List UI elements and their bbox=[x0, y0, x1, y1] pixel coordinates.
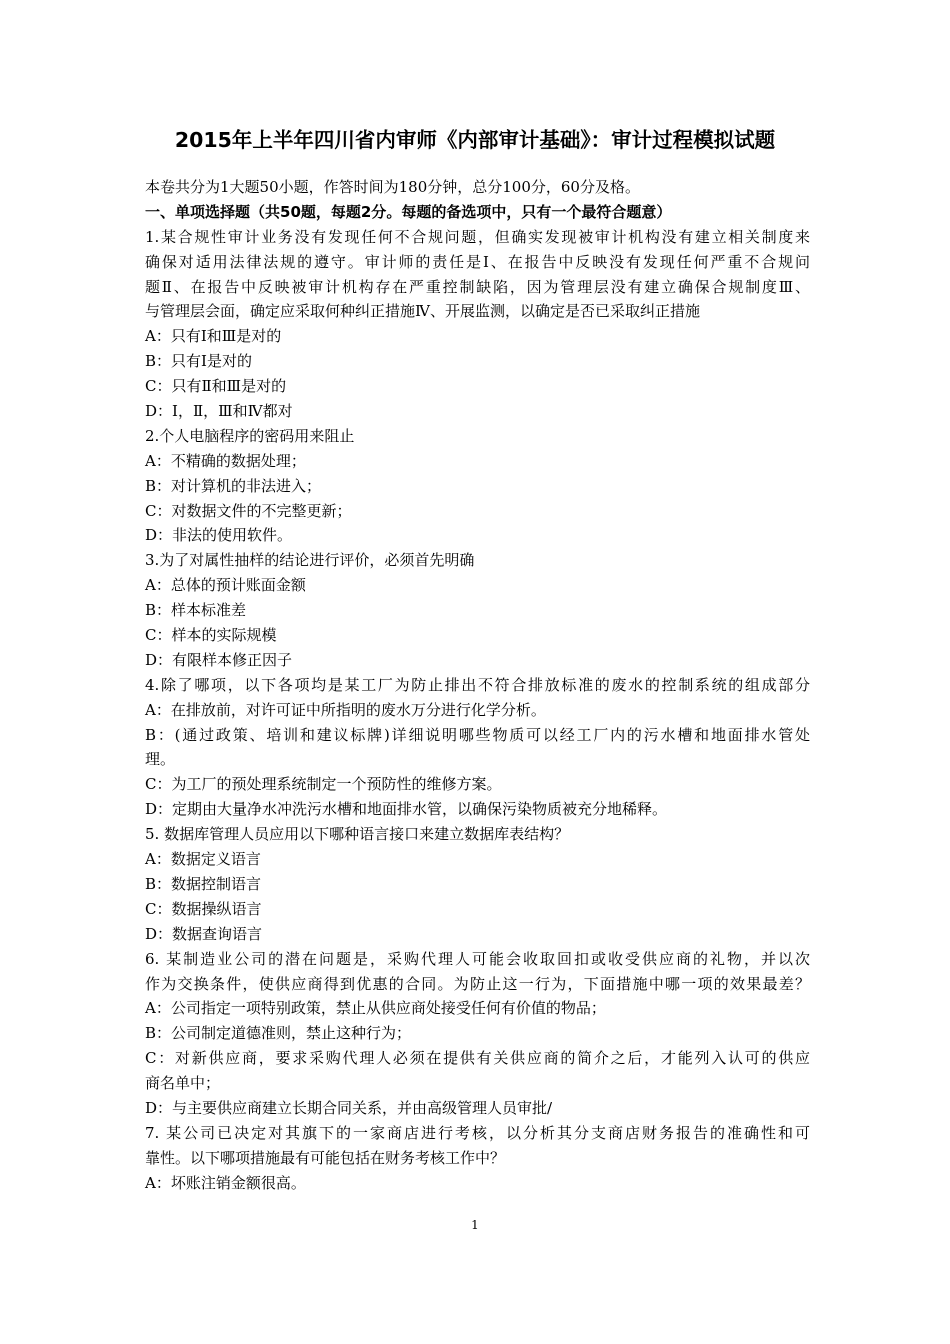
option-text: C：为工厂的预处理系统制定一个预防性的维修方案。 bbox=[145, 775, 502, 794]
option-text: C：样本的实际规模 bbox=[145, 626, 277, 645]
option-text: C：只有Ⅱ和Ⅲ是对的 bbox=[145, 377, 287, 396]
option-text: B：样本标准差 bbox=[145, 601, 247, 620]
section-heading: 一、单项选择题（共50题，每题2分。每题的备选项中，只有一个最符合题意） bbox=[145, 202, 672, 221]
option-text: D：定期由大量净水冲洗污水槽和地面排水管，以确保污染物质被充分地稀释。 bbox=[145, 800, 668, 819]
option-text: A：只有Ⅰ和Ⅲ是对的 bbox=[145, 327, 282, 346]
option-text: 理。 bbox=[145, 750, 176, 769]
question-text: 7. 某公司已决定对其旗下的一家商店进行考核，以分析其分支商店财务报告的准确性和可 bbox=[145, 1123, 810, 1142]
option-text: A：总体的预计账面金额 bbox=[145, 576, 306, 595]
question-text: 5. 数据库管理人员应用以下哪种语言接口来建立数据库表结构？ bbox=[145, 825, 570, 844]
option-text: A：在排放前，对许可证中所指明的废水万分进行化学分析。 bbox=[145, 700, 546, 719]
question-text: 确保对适用法律法规的遵守。审计师的责任是Ⅰ、在报告中反映没有发现任何严重不合规问 bbox=[145, 252, 810, 271]
question-text: 靠性。以下哪项措施最有可能包括在财务考核工作中？ bbox=[145, 1148, 506, 1167]
option-text: D：数据查询语言 bbox=[145, 924, 263, 943]
document-body bbox=[145, 175, 810, 1196]
intro-text: 本卷共分为1大题50小题，作答时间为180分钟，总分100分，60分及格。 bbox=[145, 178, 640, 196]
question-text: 1.某合规性审计业务没有发现任何不合规问题，但确实发现被审计机构没有建立相关制度来 bbox=[145, 227, 810, 246]
option-text: D：与主要供应商建立长期合同关系，并由高级管理人员审批/ bbox=[145, 1098, 553, 1117]
question-text: 2.个人电脑程序的密码用来阻止 bbox=[145, 426, 355, 445]
document-title: 2015年上半年四川省内审师《内部审计基础》：审计过程模拟试题 bbox=[174, 128, 776, 152]
question-text: 6. 某制造业公司的潜在问题是，采购代理人可能会收取回扣或收受供应商的礼物，并以次 bbox=[145, 949, 810, 968]
question-text: 3.为了对属性抽样的结论进行评价，必须首先明确 bbox=[145, 551, 475, 570]
page-number: 1 bbox=[471, 1218, 479, 1232]
option-text: 商名单中； bbox=[145, 1074, 221, 1093]
question-text: 4.除了哪项，以下各项均是某工厂为防止排出不符合排放标准的废水的控制系统的组成部分 bbox=[145, 675, 810, 694]
option-text: A：公司指定一项特别政策，禁止从供应商处接受任何有价值的物品； bbox=[145, 999, 606, 1018]
option-text: A：不精确的数据处理； bbox=[145, 451, 306, 470]
question-text: 作为交换条件，使供应商得到优惠的合同。为防止这一行为，下面措施中哪一项的效果最差？ bbox=[145, 974, 810, 993]
option-text: B：(通过政策、培训和建议标牌)详细说明哪些物质可以经工厂内的污水槽和地面排水管处 bbox=[145, 725, 810, 744]
question-text: 与管理层会面，确定应采取何种纠正措施Ⅳ、开展监测，以确定是否已采取纠正措施 bbox=[145, 302, 700, 321]
question-text: 题Ⅱ、在报告中反映被审计机构存在严重控制缺陷，因为管理层没有建立确保合规制度Ⅲ、 bbox=[145, 277, 810, 296]
option-text: B：数据控制语言 bbox=[145, 874, 262, 893]
option-text: A：数据定义语言 bbox=[145, 850, 261, 869]
option-text: B：对计算机的非法进入； bbox=[145, 476, 322, 495]
option-text: B：只有Ⅰ是对的 bbox=[145, 352, 252, 371]
option-text: D：有限样本修正因子 bbox=[145, 650, 293, 669]
option-text: C：对数据文件的不完整更新； bbox=[145, 501, 352, 520]
option-text: D：Ⅰ，Ⅱ，Ⅲ和Ⅳ都对 bbox=[145, 402, 293, 421]
option-text: B：公司制定道德准则，禁止这种行为； bbox=[145, 1024, 412, 1043]
option-text: C：数据操纵语言 bbox=[145, 899, 262, 918]
option-text: A：坏账注销金额很高。 bbox=[145, 1173, 306, 1192]
option-text: D：非法的使用软件。 bbox=[145, 526, 293, 545]
option-text: C：对新供应商，要求采购代理人必须在提供有关供应商的简介之后，才能列入认可的供应 bbox=[145, 1049, 810, 1068]
